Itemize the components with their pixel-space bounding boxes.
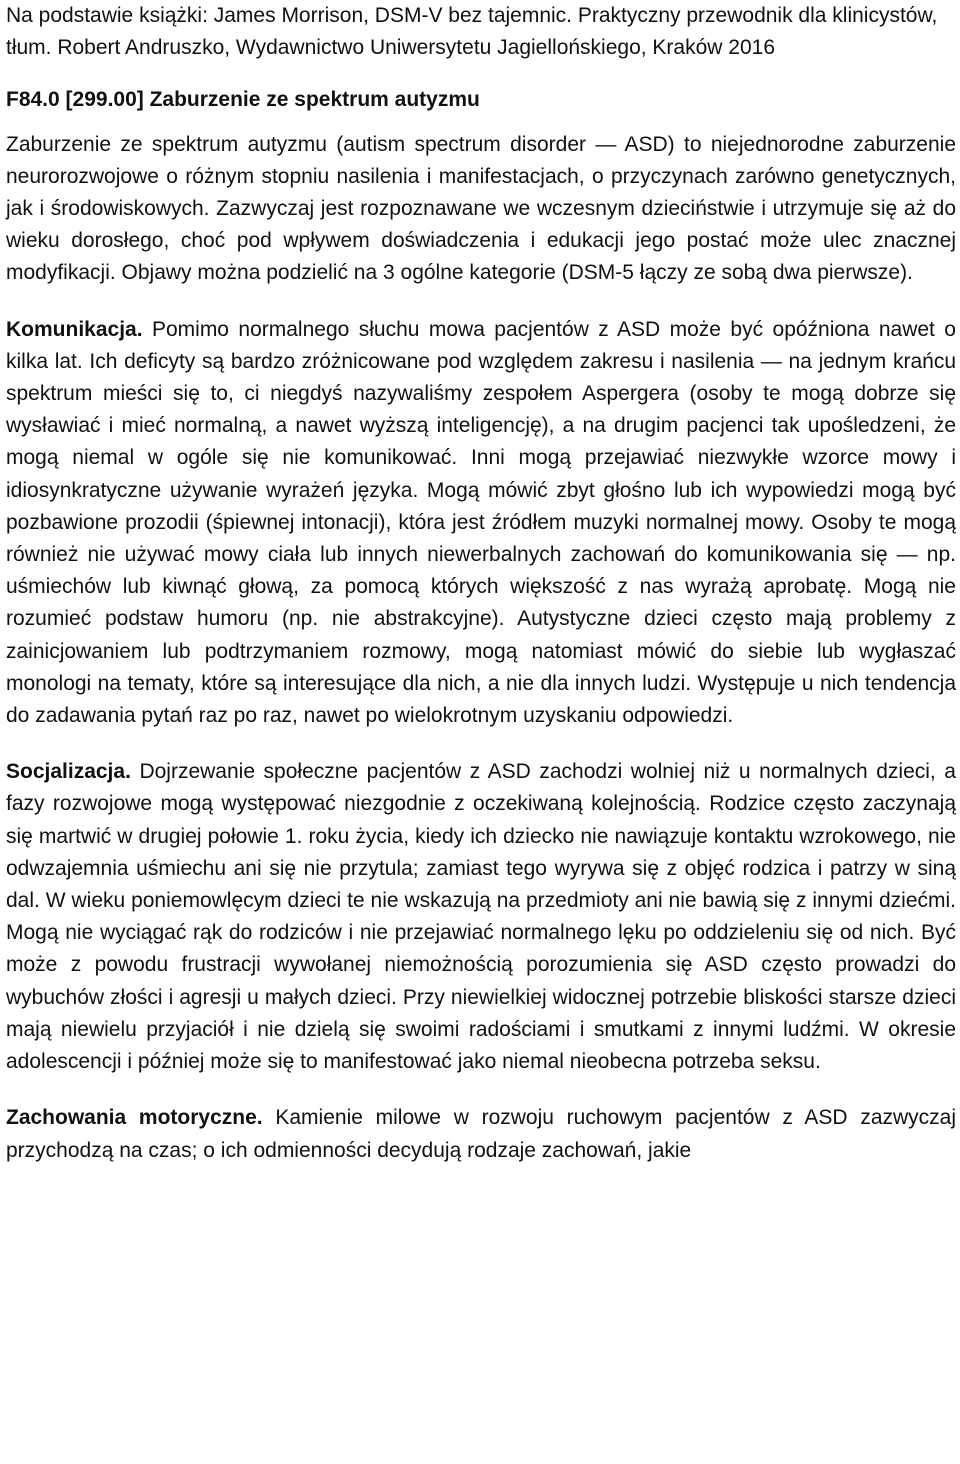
intro-paragraph: Zaburzenie ze spektrum autyzmu (autism spectrum disorder — ASD) to niejednorodne zaburzenie neurorozwojowe o różnym stopniu nasilenia i manifestacjach, o przyczynach zarówno genetycznych, jak i środowiskowych. Zazwyczaj jest rozpoznawane we wczesnym dzieciństwie i utrzymuje się aż do wieku dorosłego, choć pod wpływem doświadczenia i edukacji jego postać może ulec znacznej modyfikacji. Objawy można podzielić na 3 ogólne kategorie (DSM-5 łączy ze sobą dwa pierwsze). [6, 132, 956, 285]
section-communication [6, 314, 956, 733]
source-note: Na podstawie książki: James Morrison, DSM-V bez tajemnic. Praktyczny przewodnik dla klinicystów, tłum. Robert Andruszko, Wydawnictwo Uniwersytetu Jagiellońskiego, Kraków 2016 [6, 4, 938, 60]
section-title-motor-behaviour: Zachowania motoryczne. [6, 1106, 263, 1130]
section-title-socialization: Socjalizacja. [6, 760, 131, 784]
section-text-motor-behaviour: Kamienie milowe w rozwoju ruchowym pacjentów z ASD zazwyczaj przychodzą na czas; o ich odmienności decydują rodzaje zachowań, jakie [6, 1106, 957, 1162]
section-motor-behaviour [6, 1102, 956, 1166]
section-text-communication: Pomimo normalnego słuchu mowa pacjentów z ASD może być opóźniona nawet o kilka lat. Ich deficyty są bardzo zróżnicowane pod względem zakresu i nasilenia — na jednym krańcu spektrum mieści się to, ci niegdyś nazywaliśmy zespołem Aspergera (osoby te mogą dobrze się wysławiać i mieć normalną, a nawet wyższą inteligencję), a na drugim pacjenci tak upośledzeni, że mogą niemal w ogóle się nie komunikować. Inni mogą przejawiać niezwykłe wzorce mowy i idiosynkratyczne używanie wyrażeń języka. Mogą mówić zbyt głośno lub ich wypowiedzi mogą być pozbawione prozodii (śpiewnej intonacji), która jest źródłem muzyki normalnej mowy. Osoby te mogą również nie używać mowy ciała lub innych niewerbalnych zachowań do komunikowania się — np. uśmiechów lub kiwnąć głową, za pomocą których większość z nas wyrażą aprobatę. Mogą nie rozumieć podstaw humoru (np. nie abstrakcyjne). Autystyczne dzieci często mają problemy z zainicjowaniem lub podtrzymaniem rozmowy, mogą natomiast mówić do siebie lub wygłaszać monologi na tematy, które są interesujące dla nich, a nie dla innych ludzi. Występuje u nich tendencja do zadawania pytań raz po raz, nawet po wielokrotnym uzyskaniu odpowiedzi. [6, 317, 956, 728]
section-socialization [6, 756, 956, 1078]
section-title-communication: Komunikacja. [6, 317, 143, 341]
section-text-socialization: Dojrzewanie społeczne pacjentów z ASD zachodzi wolniej niż u normalnych dzieci, a fazy rozwojowe mogą występować niezgodnie z oczekiwaną kolejnością. Rodzice często zaczynają się martwić w drugiej połowie 1. roku życia, kiedy ich dziecko nie nawiązuje kontaktu wzrokowego, nie odwzajemnia uśmiechu ani się nie przytula; zamiast tego wyrywa się z objęć rodzica i patrzy w siną dal. W wieku poniemowlęcym dzieci te nie wskazują na przedmioty ani nie bawią się z innymi dziećmi. Mogą nie wyciągać rąk do rodziców i nie przejawiać normalnego lęku po oddzieleniu się od nich. Być może z powodu frustracji wywołanej niemożnością porozumienia się ASD często prowadzi do wybuchów złości i agresji u małych dzieci. Przy niewielkiej widocznej potrzebie bliskości starsze dzieci mają niewielu przyjaciół i nie dzielą się swoimi radościami i smutkami z innymi ludźmi. W okresie adolescencji i później może się to manifestować jako niemal nieobecna potrzeba seksu. [6, 760, 956, 1074]
document-page [6, 0, 956, 1167]
page-title: F84.0 [299.00] Zaburzenie ze spektrum autyzmu [6, 88, 480, 112]
